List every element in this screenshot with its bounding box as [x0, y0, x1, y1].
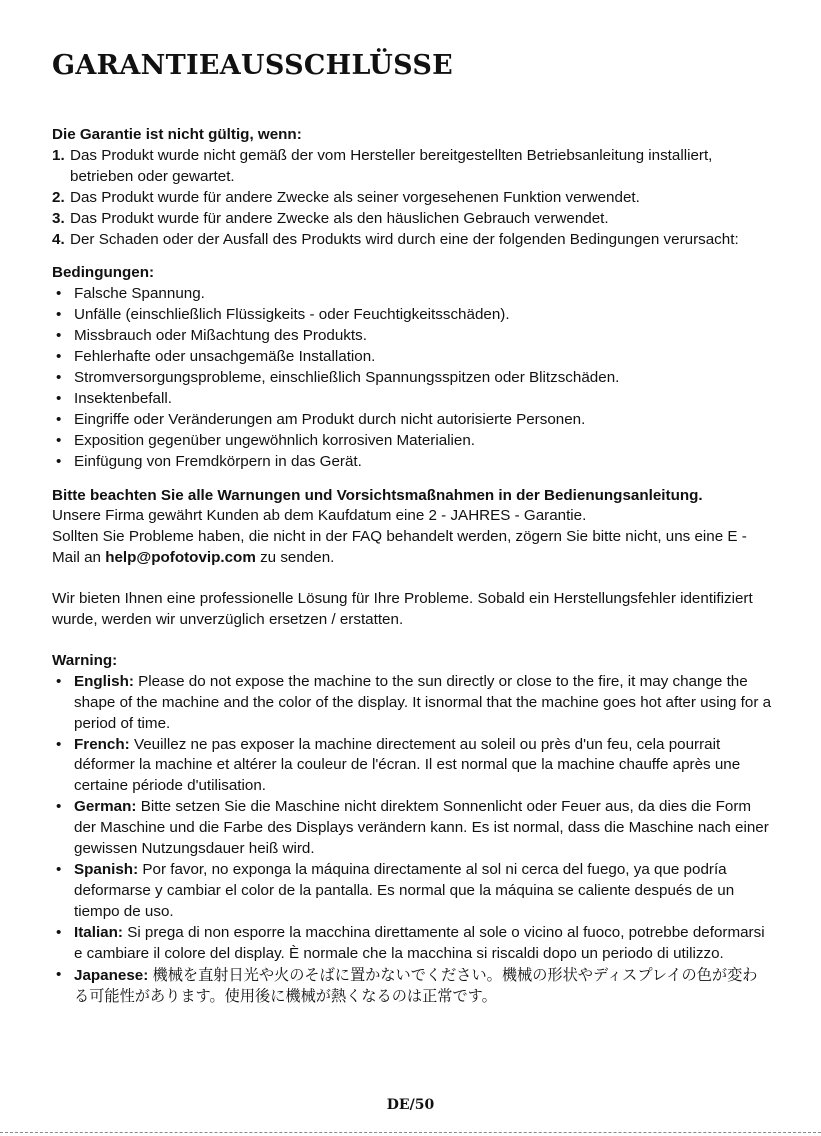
page-number: DE/50	[386, 1097, 435, 1113]
warning-item-french: • French: Veuillez ne pas exposer la machine directement au soleil ou près d'un feu, cela pourrait déformer la machine et altérer la couleur de l'écran. Il est normal que la machine chauffe après une certaine période d'utilisation.	[52, 735, 772, 798]
condition-item: • Einfügung von Fremdkörpern in das Gerät.	[52, 452, 772, 473]
warning-heading: Warning:	[52, 651, 118, 669]
condition-item: • Insektenbefall.	[52, 389, 772, 410]
support-email: help@pofotovip.com	[105, 549, 256, 567]
page-title: GARANTIEAUSSCHLÜSSE	[52, 50, 454, 81]
condition-item: • Fehlerhafte oder unsachgemäße Installation.	[52, 347, 772, 368]
condition-item: • Missbrauch oder Mißachtung des Produkts.	[52, 326, 772, 347]
solution-text: Wir bieten Ihnen eine professionelle Lösung für Ihre Probleme. Sobald ein Herstellungsfehler identifiziert wurde, werden wir unverzüglich ersetzen / erstatten.	[52, 590, 753, 629]
exclusion-item: 1. Das Produkt wurde nicht gemäß der vom Hersteller bereitgestellten Betriebsanleitung installiert, betrieben oder gewartet.	[52, 146, 713, 185]
condition-item: • Stromversorgungsprobleme, einschließlich Spannungsspitzen oder Blitzschäden.	[52, 368, 772, 389]
condition-item: • Falsche Spannung.	[52, 284, 772, 305]
page-body	[52, 125, 772, 1008]
exclusions-list	[52, 146, 772, 251]
warning-item-italian: • Italian: Si prega di non esporre la macchina direttamente al sole o vicino al fuoco, potrebbe deformarsi e cambiare il colore del display. È normale che la macchina si riscaldi dopo un periodo di utilizzo.	[52, 923, 772, 965]
warning-item-english: • English: Please do not expose the machine to the sun directly or close to the fire, it may change the shape of the machine and the color of the display. It isnormal that the machine goes hot after using for a period of time.	[52, 672, 772, 735]
warning-item-spanish: • Spanish: Por favor, no exponga la máquina directamente al sol ni cerca del fuego, ya que podría deformarse y cambiar el color de la pantalla. Es normal que la máquina se caliente después de un tiempo de uso.	[52, 860, 772, 923]
contact-text: Sollten Sie Probleme haben, die nicht in der FAQ behandelt werden, zögern Sie bitte nicht, uns eine E - Mail an help@pofotovip.com zu senden.	[52, 528, 747, 567]
conditions-heading: Bedingungen:	[52, 264, 155, 282]
exclusion-item: 4. Der Schaden oder der Ausfall des Produkts wird durch eine der folgenden Bedingungen verursacht:	[52, 230, 739, 248]
conditions-list	[52, 284, 772, 472]
warranty-text: Unsere Firma gewährt Kunden ab dem Kaufdatum eine 2 - JAHRES - Garantie.	[52, 507, 587, 525]
page-edge-divider	[0, 1132, 821, 1133]
exclusion-item: 2. Das Produkt wurde für andere Zwecke als seiner vorgesehenen Funktion verwendet.	[52, 188, 640, 206]
notice-text: Bitte beachten Sie alle Warnungen und Vorsichtsmaßnahmen in der Bedienungsanleitung.	[52, 486, 703, 504]
warning-item-japanese: • Japanese: 機械を直射日光や火のそばに置かないでください。機械の形状やディスプレイの色が変わる可能性があります。使用後に機械が熱くなるのは正常です。	[52, 965, 772, 1009]
warnings-list	[52, 672, 772, 1009]
condition-item: • Exposition gegenüber ungewöhnlich korrosiven Materialien.	[52, 431, 772, 452]
condition-item: • Eingriffe oder Veränderungen am Produkt durch nicht autorisierte Personen.	[52, 410, 772, 431]
exclusions-heading: Die Garantie ist nicht gültig, wenn:	[52, 126, 302, 143]
condition-item: • Unfälle (einschließlich Flüssigkeits - oder Feuchtigkeitsschäden).	[52, 305, 772, 326]
exclusion-item: 3. Das Produkt wurde für andere Zwecke als den häuslichen Gebrauch verwendet.	[52, 209, 609, 227]
warning-item-german: • German: Bitte setzen Sie die Maschine nicht direktem Sonnenlicht oder Feuer aus, da dies die Form der Maschine und die Farbe des Displays verändern kann. Es ist normal, dass die Maschine nach einer gewissen Nutzungsdauer heiß wird.	[52, 797, 772, 860]
